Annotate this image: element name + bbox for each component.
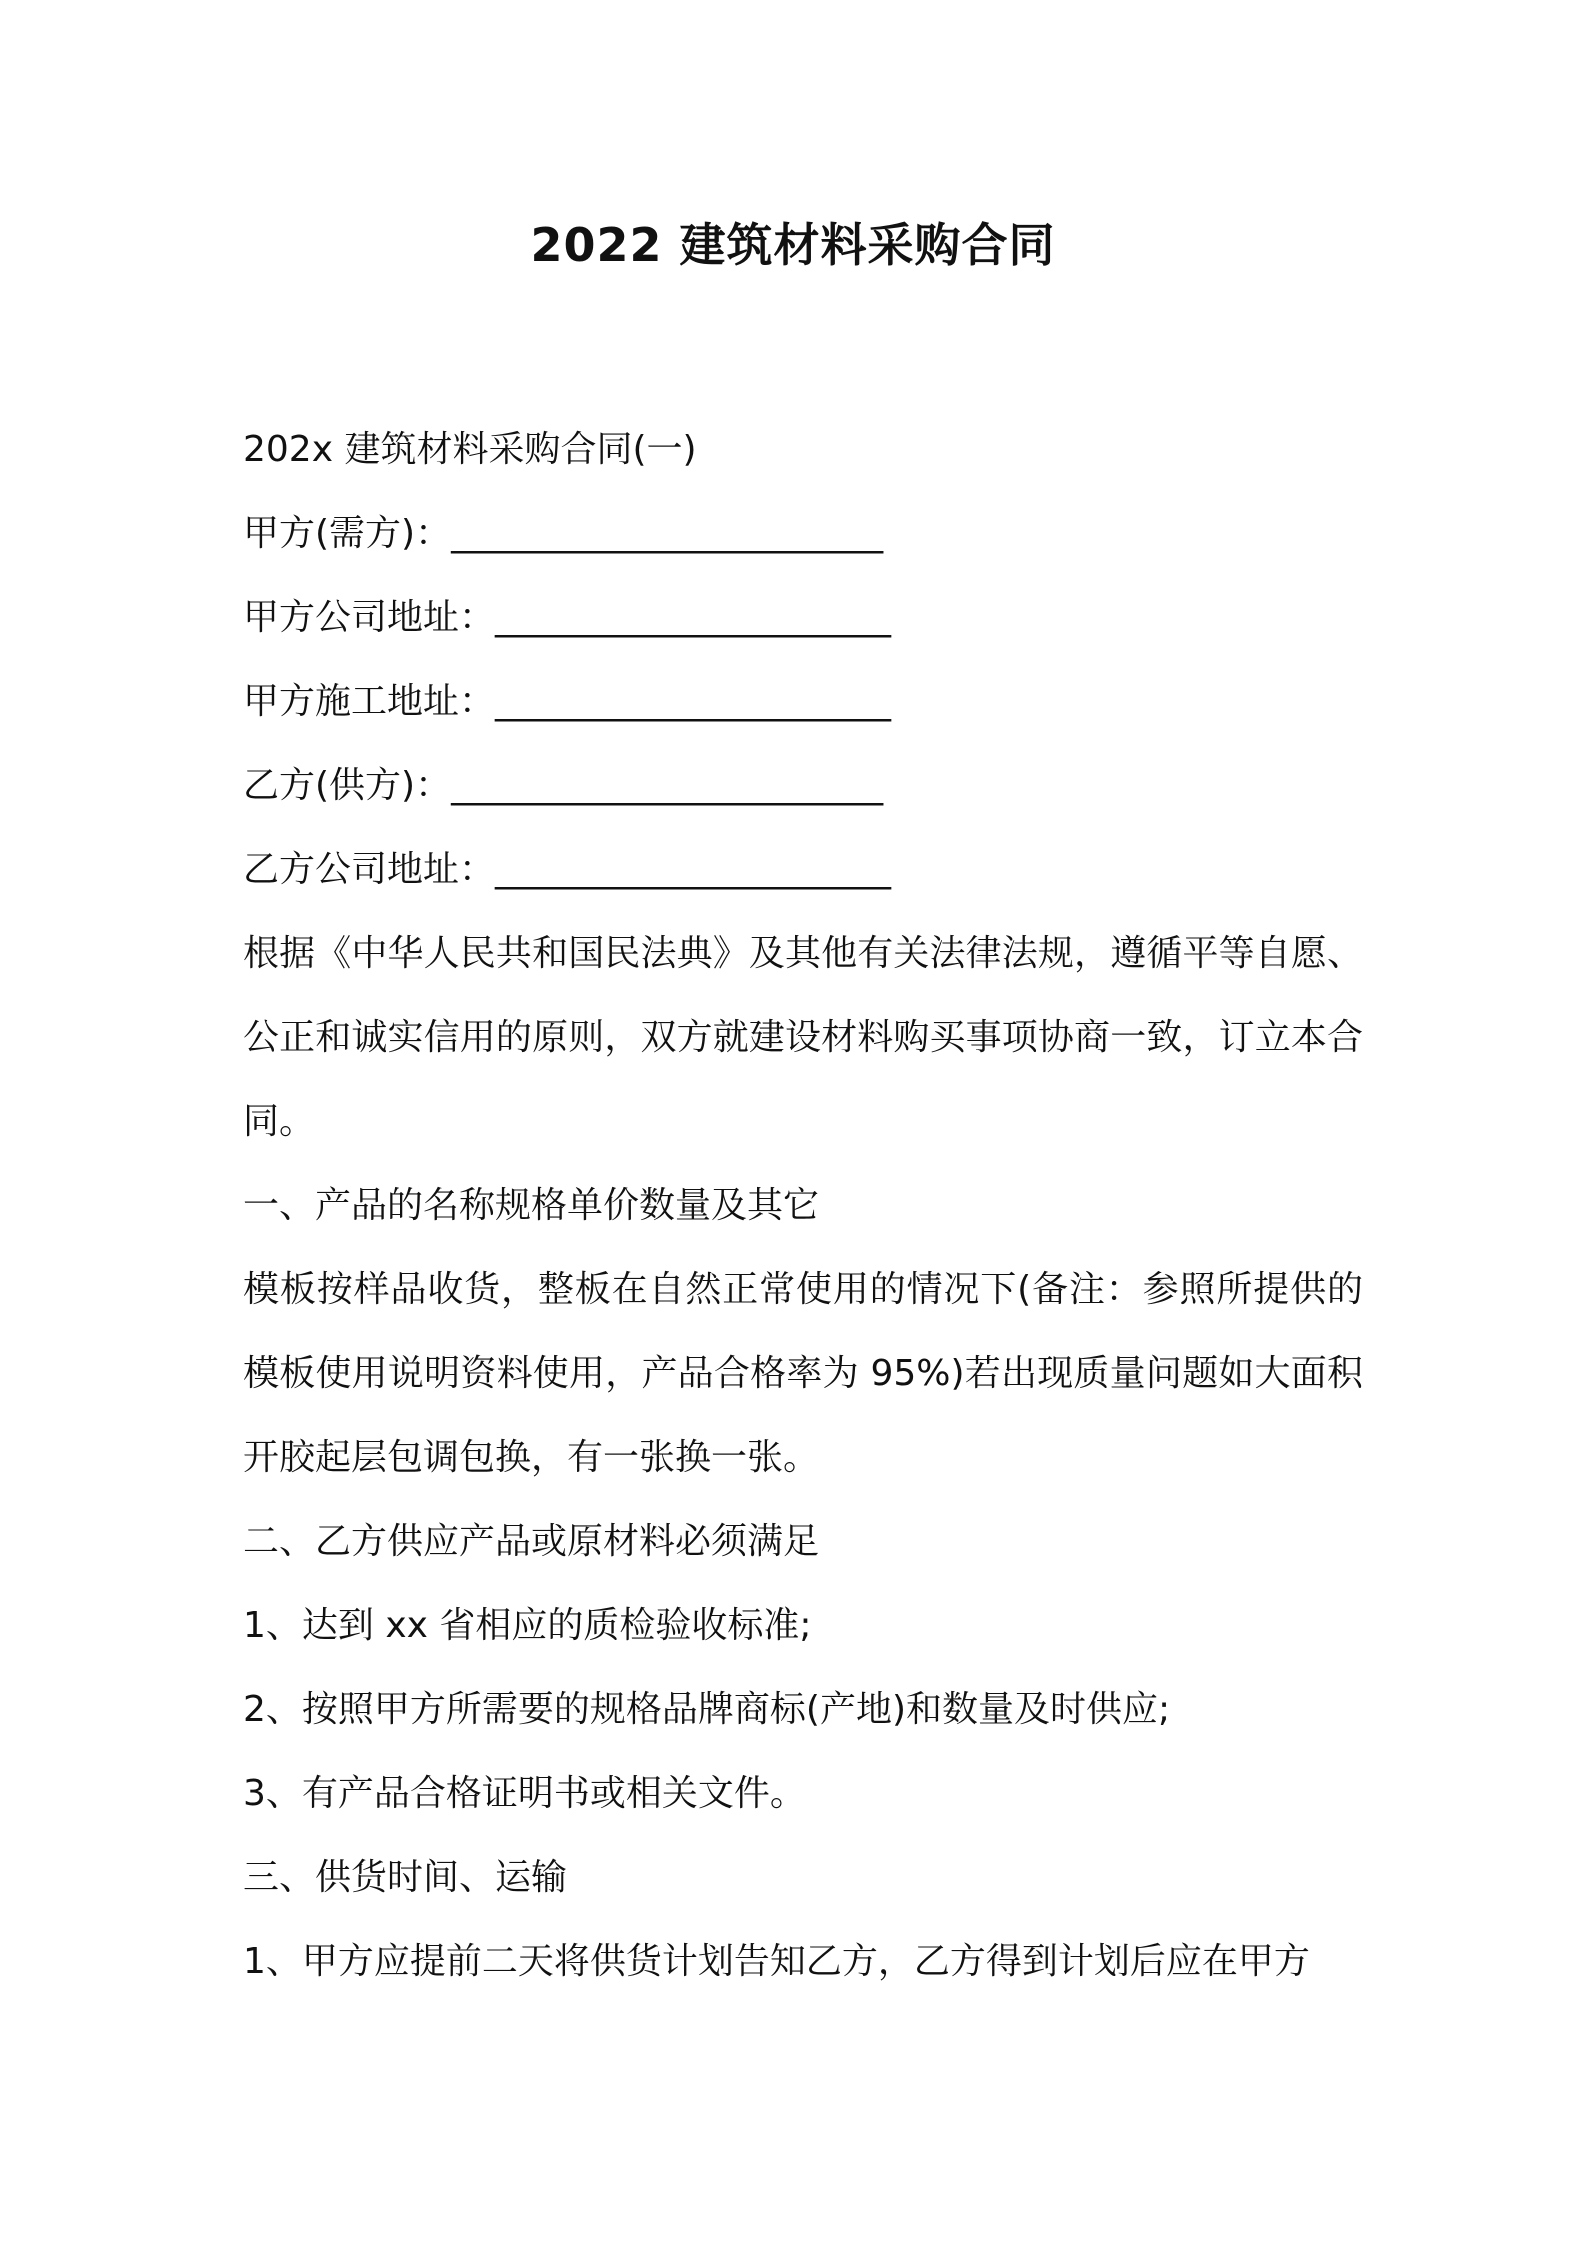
party-b-address-line: 乙方公司地址：______________________	[243, 849, 892, 890]
preamble-paragraph: 根据《中华人民共和国民法典》及其他有关法律法规，遵循平等自愿、公正和诚实信用的原则，双方就建设材料购买事项协商一致，订立本合同。	[243, 933, 1363, 1142]
section-3-item-1: 1、甲方应提前二天将供货计划告知乙方，乙方得到计划后应在甲方	[243, 1941, 1310, 1982]
section-2-heading: 二、乙方供应产品或原材料必须满足	[243, 1521, 820, 1562]
section-2-item-1: 1、达到 xx 省相应的质检验收标准;	[243, 1605, 812, 1646]
contract-subtitle: 202x 建筑材料采购合同(一)	[243, 429, 697, 470]
section-1-heading: 一、产品的名称规格单价数量及其它	[243, 1185, 820, 1226]
party-b-line: 乙方(供方)：________________________	[243, 765, 884, 806]
party-a-line: 甲方(需方)：________________________	[243, 513, 884, 554]
party-a-address-line: 甲方公司地址：______________________	[243, 597, 892, 638]
section-3-heading: 三、供货时间、运输	[243, 1857, 568, 1898]
document-title: 2022 建筑材料采购合同	[530, 218, 1056, 272]
document-body	[243, 408, 1363, 2004]
section-2-item-3: 3、有产品合格证明书或相关文件。	[243, 1773, 806, 1814]
section-2-item-2: 2、按照甲方所需要的规格品牌商标(产地)和数量及时供应;	[243, 1689, 1171, 1730]
section-1-paragraph: 模板按样品收货，整板在自然正常使用的情况下(备注：参照所提供的模板使用说明资料使用，产品合格率为 95%)若出现质量问题如大面积开胶起层包调包换，有一张换一张。	[243, 1269, 1363, 1478]
party-a-site-line: 甲方施工地址：______________________	[243, 681, 892, 722]
